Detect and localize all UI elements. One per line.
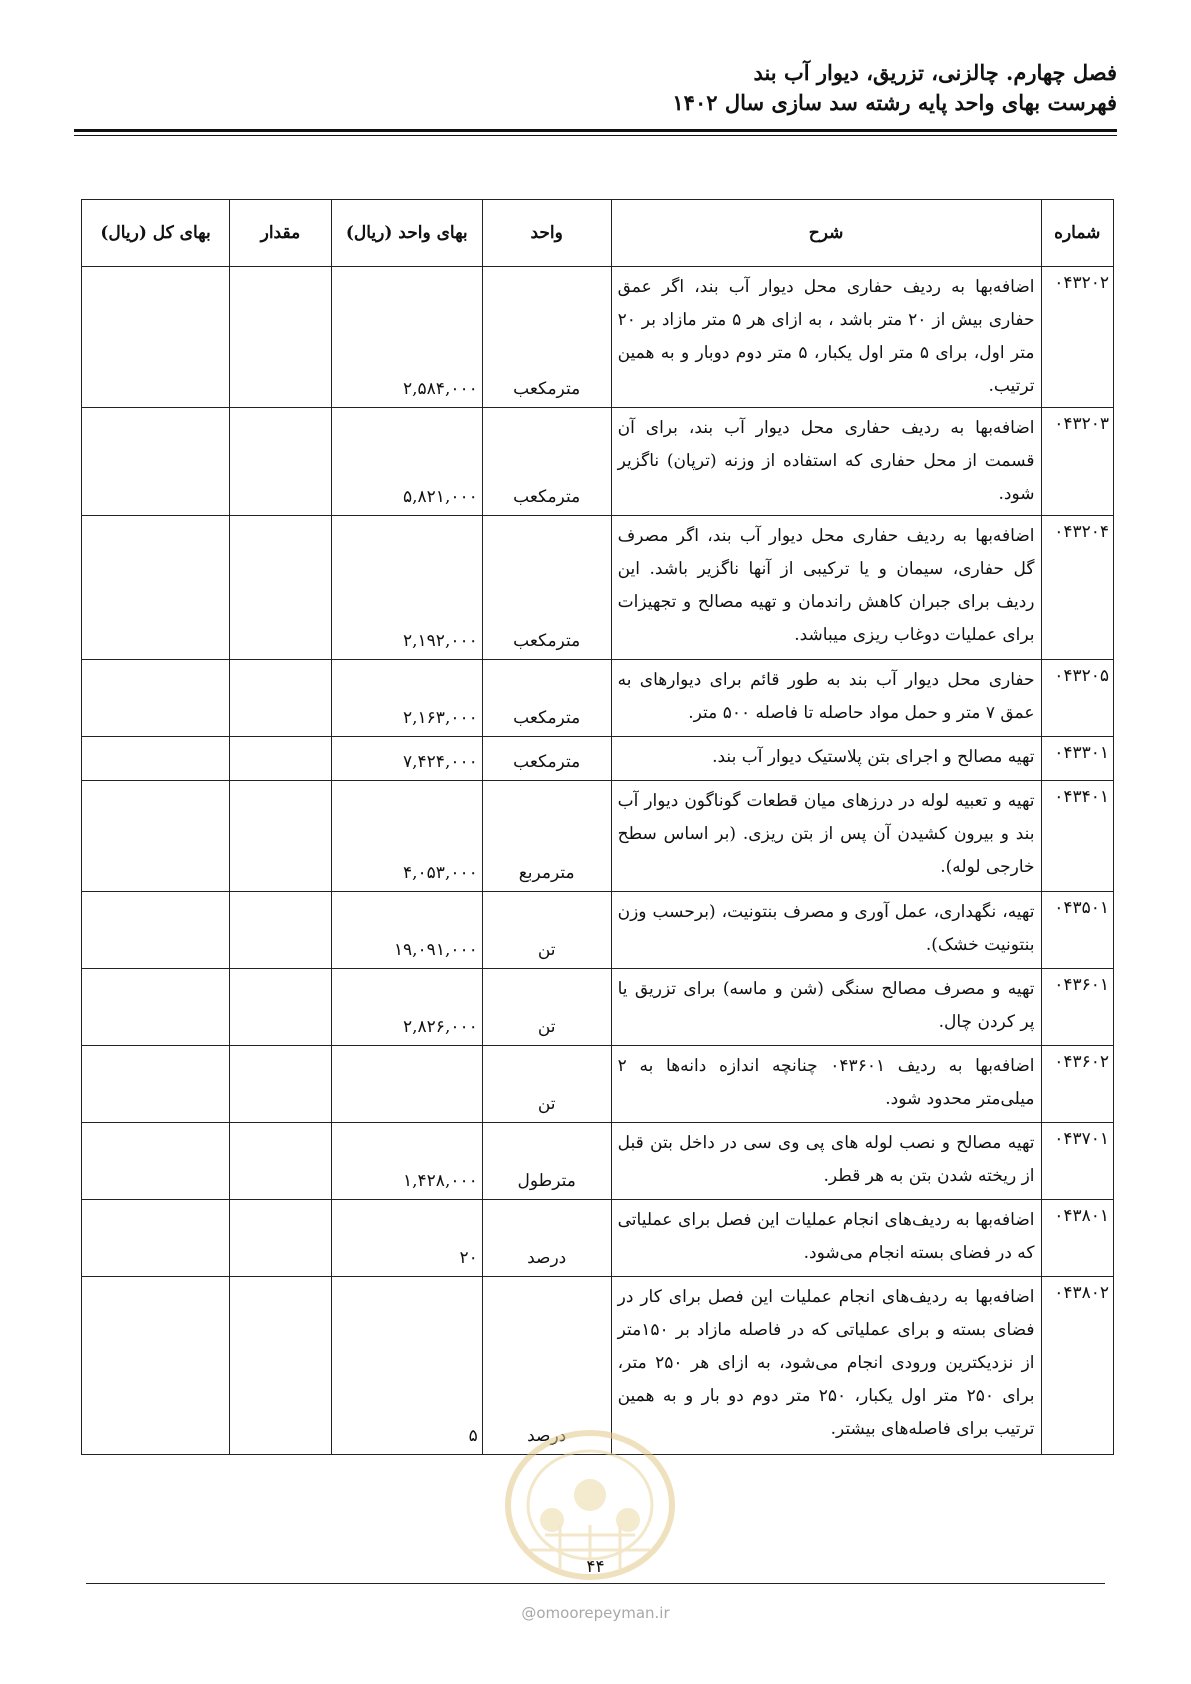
row-unit-price: ۱۹,۰۹۱,۰۰۰ — [331, 892, 482, 969]
row-quantity — [230, 1200, 332, 1277]
row-quantity — [230, 1046, 332, 1123]
row-total-price — [82, 1046, 230, 1123]
row-quantity — [230, 408, 332, 516]
row-code: ۰۴۳۴۰۱ — [1041, 781, 1113, 892]
row-total-price — [82, 892, 230, 969]
row-code: ۰۴۳۲۰۵ — [1041, 660, 1113, 737]
header-rule — [74, 129, 1117, 132]
column-header-unit: واحد — [482, 200, 611, 267]
table-row — [82, 660, 1114, 737]
row-description: اضافه‌بها به ردیف‌های انجام عملیات این فصل برای کار در فضای بسته و برای عملیاتی که در فاصله مازاد بر ۱۵۰متر از نزدیکترین ورودی انجام می‌شود، به ازای هر ۲۵۰ متر، برای ۲۵۰ متر اول یکبار، ۲۵۰ متر دوم دو بار و به همین ترتیب برای فاصله‌های بیشتر. — [611, 1277, 1041, 1455]
row-code: ۰۴۳۲۰۲ — [1041, 267, 1113, 408]
table-row — [82, 1046, 1114, 1123]
chapter-title: فصل چهارم. چالزنی، تزریق، دیوار آب بند — [753, 60, 1117, 85]
row-description: اضافه‌بها به ردیف حفاری محل دیوار آب بند، اگر عمق حفاری بیش از ۲۰ متر باشد ، به ازای هر ۵ متر مازاد بر ۲۰ متر اول، برای ۵ متر اول یکبار، ۵ متر دوم دوبار و به همین ترتیب. — [611, 267, 1041, 408]
row-total-price — [82, 969, 230, 1046]
row-unit-price: ۷,۴۲۴,۰۰۰ — [331, 737, 482, 781]
row-unit: مترمربع — [482, 781, 611, 892]
row-description: اضافه‌بها به ردیف حفاری محل دیوار آب بند، برای آن قسمت از محل حفاری که استفاده از وزنه (ترپان) ناگزیر شود. — [611, 408, 1041, 516]
table-row — [82, 1200, 1114, 1277]
row-unit-price: ۵ — [331, 1277, 482, 1455]
table-row — [82, 408, 1114, 516]
watermark-url: @omoorepeyman.ir — [521, 1604, 670, 1622]
row-total-price — [82, 737, 230, 781]
price-list-table — [81, 199, 1114, 1455]
row-unit: مترمکعب — [482, 408, 611, 516]
row-quantity — [230, 737, 332, 781]
column-header-unit-price: بهای واحد (ریال) — [331, 200, 482, 267]
row-quantity — [230, 781, 332, 892]
row-unit-price: ۴,۰۵۳,۰۰۰ — [331, 781, 482, 892]
row-unit: مترمکعب — [482, 737, 611, 781]
row-quantity — [230, 516, 332, 660]
row-unit: مترمکعب — [482, 267, 611, 408]
row-code: ۰۴۳۶۰۲ — [1041, 1046, 1113, 1123]
row-unit-price: ۱,۴۲۸,۰۰۰ — [331, 1123, 482, 1200]
row-description: تهیه مصالح و اجرای بتن پلاستیک دیوار آب بند. — [611, 737, 1041, 781]
row-total-price — [82, 1200, 230, 1277]
row-description: تهیه مصالح و نصب لوله های پی وی سی در داخل بتن قبل از ریخته شدن بتن به هر قطر. — [611, 1123, 1041, 1200]
table-row — [82, 892, 1114, 969]
row-code: ۰۴۳۷۰۱ — [1041, 1123, 1113, 1200]
row-unit: درصد — [482, 1277, 611, 1455]
row-unit-price — [331, 1046, 482, 1123]
table-row — [82, 1123, 1114, 1200]
footer-rule — [86, 1583, 1105, 1584]
column-header-code: شماره — [1041, 200, 1113, 267]
row-total-price — [82, 267, 230, 408]
row-unit: مترطول — [482, 1123, 611, 1200]
row-unit-price: ۲۰ — [331, 1200, 482, 1277]
table-header-row — [82, 200, 1114, 267]
row-code: ۰۴۳۸۰۱ — [1041, 1200, 1113, 1277]
row-total-price — [82, 408, 230, 516]
row-description: اضافه‌بها به ردیف حفاری محل دیوار آب بند، اگر مصرف گل حفاری، سیمان و یا ترکیبی از آنها ناگزیر باشد. این ردیف برای جبران کاهش راندمان و تهیه مصالح و تجهیزات برای عملیات دوغاب ریزی میباشد. — [611, 516, 1041, 660]
row-unit: درصد — [482, 1200, 611, 1277]
row-unit-price: ۵,۸۲۱,۰۰۰ — [331, 408, 482, 516]
row-code: ۰۴۳۶۰۱ — [1041, 969, 1113, 1046]
catalog-title: فهرست بهای واحد پایه رشته سد سازی سال ۱۴۰۲ — [672, 90, 1117, 115]
table-row — [82, 969, 1114, 1046]
column-header-quantity: مقدار — [230, 200, 332, 267]
table-row — [82, 516, 1114, 660]
column-header-total-price: بهای کل (ریال) — [82, 200, 230, 267]
row-quantity — [230, 892, 332, 969]
row-code: ۰۴۳۸۰۲ — [1041, 1277, 1113, 1455]
row-total-price — [82, 781, 230, 892]
table-row — [82, 737, 1114, 781]
row-unit-price: ۲,۸۲۶,۰۰۰ — [331, 969, 482, 1046]
table-row — [82, 781, 1114, 892]
row-total-price — [82, 1123, 230, 1200]
row-unit: مترمکعب — [482, 516, 611, 660]
row-description: اضافه‌بها به ردیف ۰۴۳۶۰۱ چنانچه اندازه دانه‌ها به ۲ میلی‌متر محدود شود. — [611, 1046, 1041, 1123]
row-quantity — [230, 267, 332, 408]
row-description: تهیه و تعبیه لوله در درزهای میان قطعات گوناگون دیوار آب بند و بیرون کشیدن آن پس از بتن ریزی. (بر اساس سطح خارجی لوله). — [611, 781, 1041, 892]
row-code: ۰۴۳۲۰۴ — [1041, 516, 1113, 660]
row-unit: مترمکعب — [482, 660, 611, 737]
table-row — [82, 267, 1114, 408]
row-description: تهیه، نگهداری، عمل آوری و مصرف بنتونیت، (برحسب وزن بنتونیت خشک). — [611, 892, 1041, 969]
row-total-price — [82, 516, 230, 660]
table-row — [82, 1277, 1114, 1455]
row-description: اضافه‌بها به ردیف‌های انجام عملیات این فصل برای عملیاتی که در فضای بسته انجام می‌شود. — [611, 1200, 1041, 1277]
row-code: ۰۴۳۵۰۱ — [1041, 892, 1113, 969]
row-unit-price: ۲,۱۶۳,۰۰۰ — [331, 660, 482, 737]
row-total-price — [82, 1277, 230, 1455]
row-description: تهیه و مصرف مصالح سنگی (شن و ماسه) برای تزریق یا پر کردن چال. — [611, 969, 1041, 1046]
row-unit-price: ۲,۵۸۴,۰۰۰ — [331, 267, 482, 408]
row-code: ۰۴۳۳۰۱ — [1041, 737, 1113, 781]
page-header — [672, 58, 1117, 118]
row-unit: تن — [482, 969, 611, 1046]
row-description: حفاری محل دیوار آب بند به طور قائم برای دیوارهای به عمق ۷ متر و حمل مواد حاصله تا فاصله ۵۰۰ متر. — [611, 660, 1041, 737]
row-quantity — [230, 660, 332, 737]
page-number: ۴۴ — [586, 1557, 605, 1577]
row-quantity — [230, 1123, 332, 1200]
row-unit: تن — [482, 892, 611, 969]
row-unit: تن — [482, 1046, 611, 1123]
row-quantity — [230, 969, 332, 1046]
column-header-description: شرح — [611, 200, 1041, 267]
row-quantity — [230, 1277, 332, 1455]
row-total-price — [82, 660, 230, 737]
header-rule — [74, 135, 1117, 136]
row-unit-price: ۲,۱۹۲,۰۰۰ — [331, 516, 482, 660]
row-code: ۰۴۳۲۰۳ — [1041, 408, 1113, 516]
